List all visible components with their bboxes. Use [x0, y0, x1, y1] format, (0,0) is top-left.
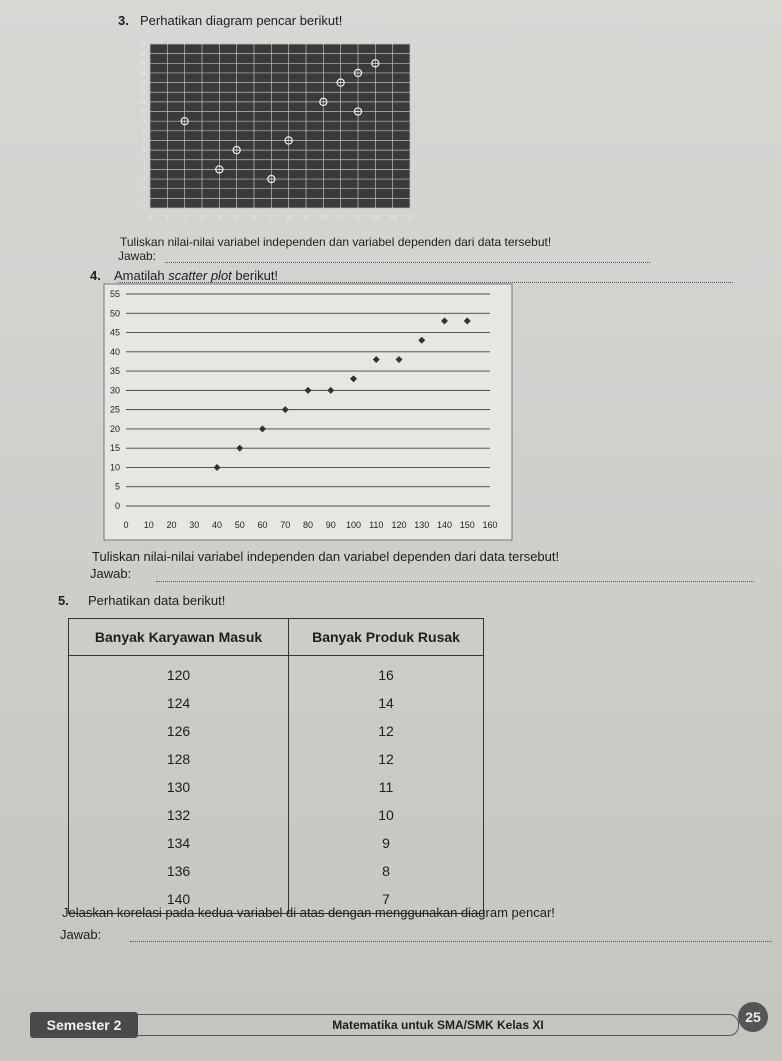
table-row [69, 801, 484, 829]
q4-prompt-pre: Amatilah [114, 268, 169, 283]
q5-number: 5. [58, 593, 69, 608]
header-employees: Banyak Karyawan Masuk [69, 619, 289, 656]
q3-instruction: Tuliskan nilai-nilai variabel independen dan variabel dependen dari data tersebut! [120, 235, 552, 249]
cell-employees: 120 [69, 656, 289, 690]
q3-x-tick-label: 10 [319, 215, 328, 222]
cell-defects: 12 [289, 717, 484, 745]
q3-x-tick-label: 6 [252, 215, 256, 222]
q3-answer-label: Jawab: [118, 249, 157, 263]
cell-defects: 7 [289, 885, 484, 914]
q4-instruction: Tuliskan nilai-nilai variabel independen dan variabel dependen dari data tersebut! [92, 549, 560, 564]
q4-y-tick-label: 30 [109, 385, 120, 396]
table-row [69, 745, 484, 773]
q4-y-tick-label: 15 [109, 443, 120, 454]
cell-employees: 132 [69, 801, 289, 829]
q4-x-tick-label: 10 [143, 520, 154, 530]
q3-plot-background [150, 44, 410, 208]
q3-x-tick-label: 5 [234, 215, 239, 222]
q3-y-tick-label: 8 [142, 128, 146, 135]
cell-employees: 124 [69, 689, 289, 717]
q4-y-tick-label: 50 [109, 308, 120, 319]
q3-y-tick-label: 17 [139, 42, 146, 48]
q3-x-tick-label: 4 [217, 215, 222, 222]
page-footer [20, 1010, 768, 1040]
q3-prompt: Perhatikan diagram pencar berikut! [140, 13, 343, 28]
q4-scatter-chart [102, 282, 514, 542]
q4-x-tick-label: 120 [391, 520, 407, 530]
q4-x-tick-label: 40 [211, 520, 223, 530]
q3-y-tick-label: 14 [139, 70, 146, 77]
q4-y-tick-label: 45 [109, 327, 120, 338]
q4-x-tick-label: 70 [280, 520, 291, 530]
q3-y-tick-label: 11 [139, 99, 146, 106]
q5-data-table [68, 618, 484, 914]
q3-y-tick-label: 6 [142, 148, 146, 155]
q4-x-tick-label: 20 [166, 520, 177, 530]
cell-employees: 126 [69, 717, 289, 745]
q3-y-tick-label: 15 [139, 61, 146, 68]
q4-y-tick-label: 40 [109, 346, 120, 357]
cell-employees: 130 [69, 773, 289, 801]
q5-instruction: Jelaskan korelasi pada kedua variabel di atas dengan menggunakan diagram pencar! [62, 905, 555, 920]
q4-y-tick-label: 20 [109, 423, 120, 434]
q3-x-tick-label: 14 [388, 215, 397, 222]
q3-x-tick-label: 12 [354, 215, 362, 222]
cell-defects: 14 [289, 689, 484, 717]
cell-employees: 134 [69, 829, 289, 857]
q3-y-tick-label: 3 [142, 177, 146, 184]
table-header-row [69, 619, 484, 656]
cell-employees: 128 [69, 745, 289, 773]
q3-x-tick-label: 11 [337, 215, 345, 222]
q3-y-tick-label: 0 [142, 206, 146, 212]
q4-x-tick-label: 30 [189, 520, 200, 530]
q4-prompt [114, 268, 278, 283]
q3-x-tick-label: 3 [200, 215, 204, 222]
q3-x-tick-label: 8 [286, 215, 291, 222]
page-number: 25 [738, 1002, 768, 1032]
cell-defects: 16 [289, 656, 484, 690]
q4-x-tick-label: 160 [482, 520, 498, 530]
q4-x-tick-label: 60 [257, 520, 268, 530]
table-row [69, 857, 484, 885]
q4-y-tick-label: 5 [114, 481, 120, 492]
q3-y-tick-label: 16 [139, 51, 146, 58]
cell-employees: 140 [69, 885, 289, 914]
q3-y-tick-label: 5 [142, 157, 146, 164]
q4-x-tick-label: 100 [345, 520, 362, 530]
q3-scatter-chart [128, 36, 428, 232]
q4-number: 4. [90, 268, 101, 283]
cell-defects: 9 [289, 829, 484, 857]
q3-x-tick-label: 15 [406, 215, 414, 222]
q4-answer-line[interactable] [156, 581, 754, 582]
q3-y-tick-label: 7 [142, 138, 146, 145]
q4-x-tick-label: 140 [436, 520, 453, 530]
cell-employees: 136 [69, 857, 289, 885]
q3-x-tick-label: 1 [165, 215, 170, 222]
table-row [69, 689, 484, 717]
semester-badge: Semester 2 [30, 1012, 138, 1038]
q3-x-tick-label: 9 [304, 215, 308, 222]
q3-y-tick-label: 4 [142, 167, 146, 174]
q4-prompt-post: berikut! [231, 268, 279, 283]
q5-answer-line[interactable] [130, 941, 772, 942]
q3-y-tick-label: 2 [142, 186, 146, 193]
q4-x-tick-label: 110 [369, 520, 384, 530]
q5-answer-label: Jawab: [60, 927, 102, 942]
q4-answer-label: Jawab: [90, 566, 132, 581]
q4-prompt-em: scatter plot [168, 268, 232, 283]
table-row [69, 773, 484, 801]
q4-y-tick-label: 35 [109, 366, 120, 377]
book-title: Matematika untuk SMA/SMK Kelas XI [138, 1014, 739, 1036]
q3-y-tick-label: 10 [139, 109, 146, 116]
q3-x-tick-label: 7 [269, 215, 274, 222]
q3-y-tick-label: 13 [139, 80, 146, 87]
cell-defects: 12 [289, 745, 484, 773]
q3-x-tick-label: 0 [148, 215, 152, 222]
q4-x-tick-label: 150 [459, 520, 475, 530]
q4-x-tick-label: 130 [414, 520, 430, 530]
q4-y-tick-label: 25 [109, 404, 120, 415]
cell-defects: 8 [289, 857, 484, 885]
q3-y-tick-label: 1 [142, 196, 146, 203]
header-defects: Banyak Produk Rusak [289, 619, 484, 656]
q3-x-tick-label: 13 [371, 215, 380, 222]
q3-number: 3. [118, 13, 129, 28]
table-row [69, 829, 484, 857]
q4-x-tick-label: 50 [234, 520, 245, 530]
cell-defects: 10 [289, 801, 484, 829]
q4-y-tick-label: 55 [109, 289, 120, 299]
q4-x-tick-label: 80 [302, 520, 314, 530]
table-row [69, 717, 484, 745]
q4-x-tick-label: 0 [123, 520, 129, 530]
q4-y-tick-label: 10 [109, 462, 120, 473]
q5-prompt: Perhatikan data berikut! [88, 593, 226, 608]
q3-y-tick-label: 12 [139, 90, 146, 97]
cell-defects: 11 [289, 773, 484, 801]
table-row [69, 656, 484, 690]
q3-x-tick-label: 2 [182, 215, 187, 222]
q4-chart-frame [104, 284, 512, 540]
q3-y-tick-label: 9 [142, 119, 146, 126]
q4-y-tick-label: 0 [114, 501, 120, 511]
q4-x-tick-label: 90 [325, 520, 336, 530]
q3-answer-line[interactable] [165, 262, 650, 263]
